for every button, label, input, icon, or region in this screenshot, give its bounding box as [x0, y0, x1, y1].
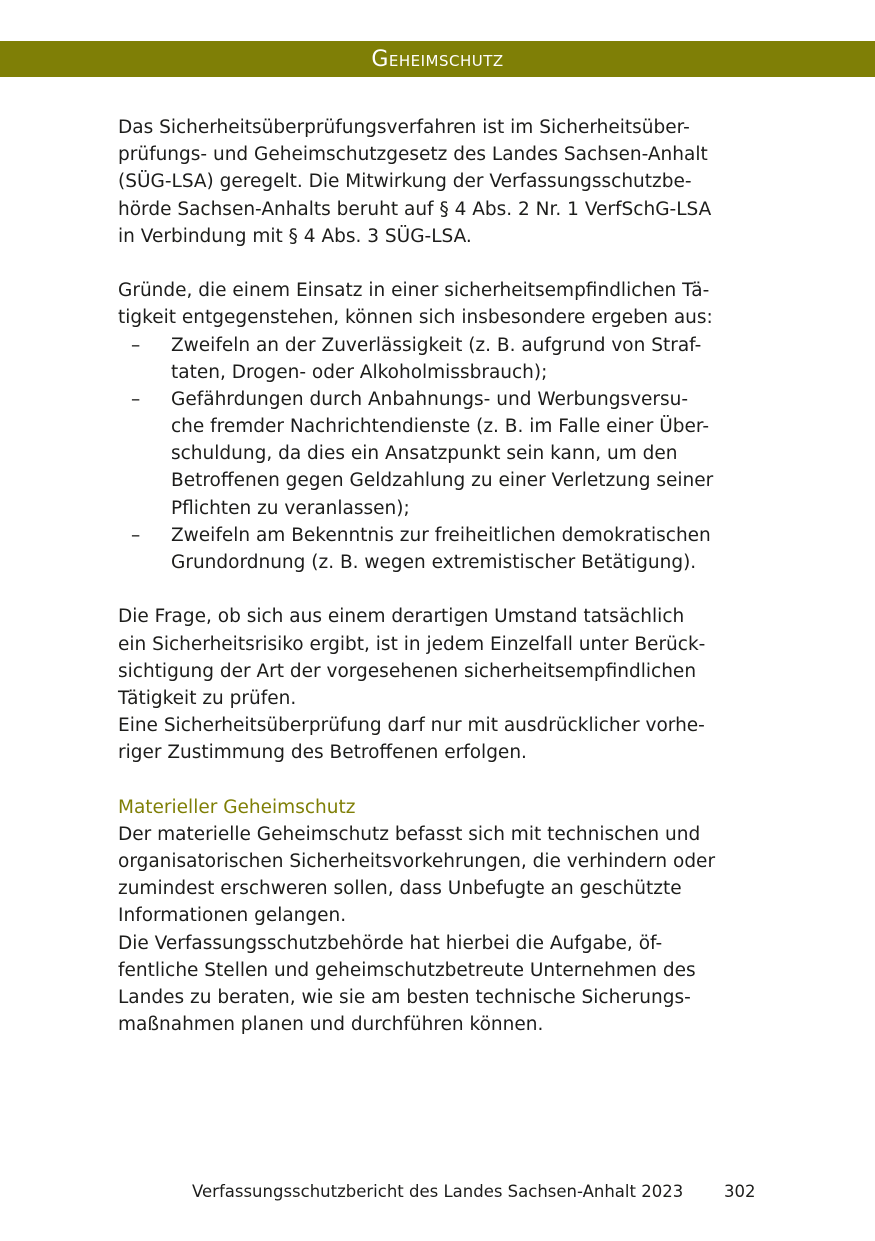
intro-paragraph: [118, 114, 758, 250]
list-item-text: Zweifeln an der Zuverlässigkeit (z. B. aufgrund von Straf-: [171, 334, 702, 356]
dash-bullet: –: [131, 334, 141, 356]
reasons-list: [118, 332, 758, 577]
list-item: [118, 332, 758, 386]
list-item-line: [118, 522, 758, 549]
main-content: [118, 114, 758, 1038]
list-item-text: Zweifeln am Bekenntnis zur freiheitlichen demokratischen: [171, 524, 711, 546]
list-item-line: [118, 386, 758, 413]
text-line: Informationen gelangen.: [118, 905, 347, 927]
text-line: (SÜG-LSA) geregelt. Die Mitwirkung der Verfassungsschutzbe-: [118, 171, 692, 193]
dash-bullet: –: [131, 388, 141, 410]
text-line: tigkeit entgegenstehen, können sich insbesondere ergeben aus:: [118, 307, 713, 329]
list-item-line: [118, 332, 758, 359]
text-line: Landes zu beraten, wie sie am besten technische Sicherungs-: [118, 987, 691, 1008]
page-number: 302: [724, 1182, 756, 1201]
paragraph-gap: [118, 576, 758, 603]
text-line: prüfungs- und Geheimschutzgesetz des Landes Sachsen-Anhalt: [118, 144, 708, 166]
text-line: hörde Sachsen-Anhalts beruht auf § 4 Abs. 2 Nr. 1 VerfSchG-LSA: [118, 198, 712, 220]
dash-bullet: –: [131, 524, 141, 546]
section-subheading: Materieller Geheimschutz: [118, 796, 356, 818]
list-item-line: [118, 467, 758, 494]
list-item-text: che fremder Nachrichtendienste (z. B. im Falle einer Über-: [171, 416, 709, 438]
section-title: Geheimschutz: [371, 47, 504, 72]
text-line: Eine Sicherheitsüberprüfung darf nur mit ausdrücklicher vorhe-: [118, 715, 705, 737]
text-line: Gründe, die einem Einsatz in einer sicherheitsempfindlichen Tä-: [118, 280, 710, 302]
list-item-text: Gefährdungen durch Anbahnungs- und Werbungsversu-: [171, 388, 689, 410]
text-line: Tätigkeit zu prüfen.: [118, 687, 297, 709]
material-protection-section: [118, 794, 758, 1039]
paragraph-gap: [118, 250, 758, 277]
text-line: in Verbindung mit § 4 Abs. 3 SÜG-LSA.: [118, 225, 472, 247]
list-item-text: Betroffenen gegen Geldzahlung zu einer Verletzung seiner: [171, 470, 714, 492]
text-line: zumindest erschweren sollen, dass Unbefugte an geschützte: [118, 878, 682, 900]
text-line: Die Frage, ob sich aus einem derartigen Umstand tatsächlich: [118, 606, 685, 628]
text-line: Die Verfassungsschutzbehörde hat hierbei die Aufgabe, öf-: [118, 932, 663, 954]
text-line: riger Zustimmung des Betroffenen erfolgen.: [118, 742, 527, 764]
list-item: [118, 522, 758, 576]
text-line: Das Sicherheitsüberprüfungsverfahren ist im Sicherheitsüber-: [118, 117, 690, 138]
assessment-paragraph: [118, 603, 758, 766]
reasons-paragraph: [118, 277, 758, 331]
list-item-text: schuldung, da dies ein Ansatzpunkt sein kann, um den: [171, 443, 678, 465]
text-line: Der materielle Geheimschutz befasst sich mit technischen und: [118, 823, 701, 845]
text-line: fentliche Stellen und geheimschutzbetreute Unternehmen des: [118, 959, 696, 981]
list-item-text: taten, Drogen- oder Alkoholmissbrauch);: [171, 361, 548, 383]
text-line: sichtigung der Art der vorgesehenen sicherheitsempfindlichen: [118, 660, 697, 682]
text-line: organisatorischen Sicherheitsvorkehrungen, die verhindern oder: [118, 851, 716, 873]
text-line: ein Sicherheitsrisiko ergibt, ist in jedem Einzelfall unter Berück-: [118, 633, 706, 655]
section-header-band: [0, 41, 875, 77]
list-item-line: [118, 440, 758, 467]
list-item: [118, 386, 758, 522]
list-item-line: [118, 495, 758, 522]
list-item-text: Grundordnung (z. B. wegen extremistischer Betätigung).: [171, 552, 697, 573]
list-item-line: [118, 413, 758, 440]
text-line: maßnahmen planen und durchführen können.: [118, 1014, 544, 1036]
list-item-text: Pflichten zu veranlassen);: [171, 497, 410, 519]
paragraph-gap: [118, 767, 758, 794]
list-item-line: [118, 359, 758, 386]
footer-report-title: Verfassungsschutzbericht des Landes Sachsen-Anhalt 2023: [192, 1182, 684, 1201]
list-item-line: [118, 549, 758, 576]
